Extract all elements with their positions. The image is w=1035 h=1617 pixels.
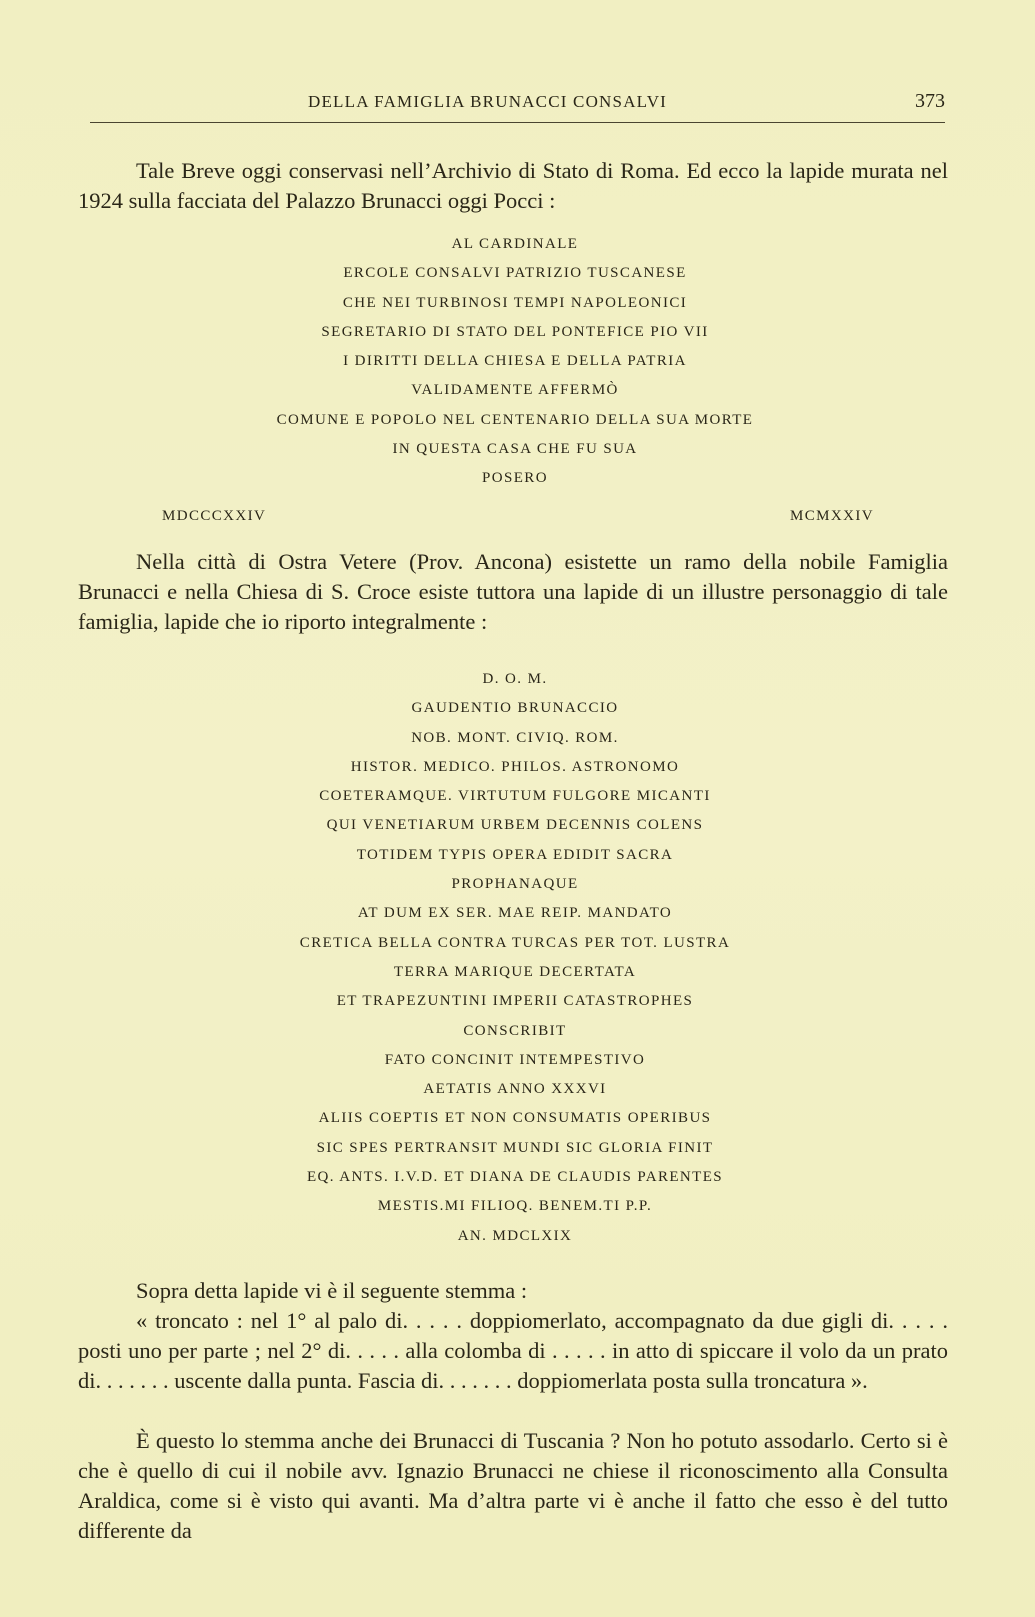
- inscription-line: TOTIDEM TYPIS OPERA EDIDIT SACRA: [356, 846, 674, 863]
- inscription-line: POSERO: [482, 470, 548, 487]
- inscription-line: HISTOR. MEDICO. PHILOS. ASTRONOMO: [350, 758, 680, 775]
- inscription-line: EQ. ANTS. I.V.D. ET DIANA DE CLAUDIS PARENTES: [306, 1169, 724, 1186]
- page-number: 373: [915, 90, 945, 112]
- inscription-line: PROPHANAQUE: [451, 876, 579, 893]
- inscription-line: SIC SPES PERTRANSIT MUNDI SIC GLORIA FINIT: [316, 1139, 714, 1156]
- inscription-consalvi: [150, 230, 880, 494]
- inscription-line: CONSCRIBIT: [463, 1022, 567, 1039]
- inscription-line: COETERAMQUE. VIRTUTUM FULGORE MICANTI: [319, 788, 711, 805]
- inscription-line: AT DUM EX SER. MAE REIP. MANDATO: [357, 905, 673, 922]
- ostra-text: Nella città di Ostra Vetere (Prov. Ancona) esistette un ramo della nobile Famiglia Brunacci e nella Chiesa di S. Croce esiste tuttora una lapide di un illustre personaggio di tale famiglia, lapide che io riporto integralmente :: [78, 549, 948, 634]
- stemma-intro-paragraph: [78, 1276, 948, 1306]
- inscription-line: QUI VENETIARUM URBEM DECENNIS COLENS: [326, 817, 704, 834]
- inscription-line: ALIIS COEPTIS ET NON CONSUMATIS OPERIBUS: [318, 1110, 712, 1127]
- stemma-quote-paragraph: [78, 1306, 948, 1396]
- inscription-line: AN. MDCLXIX: [457, 1227, 573, 1244]
- inscription-line: GAUDENTIO BRUNACCIO: [411, 700, 619, 717]
- ostra-paragraph: [78, 547, 948, 637]
- inscription-line: AL CARDINALE: [451, 236, 579, 252]
- intro-paragraph: [78, 156, 948, 216]
- intro-text: Tale Breve oggi conservasi nell’Archivio di Stato di Roma. Ed ecco la lapide murata nel 1924 sulla facciata del Palazzo Brunacci oggi Pocci :: [78, 158, 948, 213]
- inscription-line: ERCOLE CONSALVI PATRIZIO TUSCANESE: [343, 265, 687, 282]
- date-right: MCMXXIV: [790, 508, 874, 524]
- header-title: DELLA FAMIGLIA BRUNACCI CONSALVI: [307, 92, 668, 111]
- running-header: [90, 88, 945, 123]
- inscription-line: AETATIS ANNO XXXVI: [423, 1081, 607, 1098]
- inscription-line: I DIRITTI DELLA CHIESA E DELLA PATRIA: [343, 353, 687, 370]
- inscription-line: CRETICA BELLA CONTRA TURCAS PER TOT. LUSTRA: [299, 934, 731, 951]
- inscription-line: FATO CONCINIT INTEMPESTIVO: [384, 1051, 646, 1068]
- final-text: È questo lo stemma anche dei Brunacci di Tuscania ? Non ho potuto assodarlo. Certo si è che è quello di cui il nobile avv. Ignazio Brunacci ne chiese il riconoscimento alla Consulta Araldica, come si è visto qui avanti. Ma d’altra parte vi è anche il fatto che esso è del tutto differente da: [78, 1428, 948, 1543]
- stemma-quote-text: « troncato : nel 1° al palo di. . . . . doppiomerlato, accompagnato da due gigli di. . . . . posti uno per parte ; nel 2° di. . . . . alla colomba di . . . . . in atto di spiccare il volo da un prato di. . . . . . . uscente dalla punta. Fascia di. . . . . . . doppiomerlata posta sulla troncatura ».: [78, 1308, 948, 1393]
- stemma-intro-text: Sopra detta lapide vi è il seguente stemma :: [136, 1278, 528, 1303]
- inscription-line: ET TRAPEZUNTINI IMPERII CATASTROPHES: [336, 993, 694, 1010]
- inscription-line: MESTIS.MI FILIOQ. BENEM.TI P.P.: [377, 1198, 653, 1215]
- inscription-line: TERRA MARIQUE DECERTATA: [393, 963, 637, 980]
- final-paragraph: [78, 1426, 948, 1546]
- inscription-line: CHE NEI TURBINOSI TEMPI NAPOLEONICI: [342, 294, 688, 311]
- inscription-line: NOB. MONT. CIVIQ. ROM.: [411, 729, 619, 746]
- inscription-brunaccio: [150, 665, 880, 1251]
- inscription-line: SEGRETARIO DI STATO DEL PONTEFICE PIO VII: [321, 323, 709, 340]
- inscription-line: D. O. M.: [482, 671, 548, 687]
- inscription-line: VALIDAMENTE AFFERMÒ: [411, 382, 619, 399]
- inscription-line: IN QUESTA CASA CHE FU SUA: [392, 441, 638, 458]
- date-left: MDCCCXXIV: [162, 508, 267, 524]
- inscription-line: COMUNE E POPOLO NEL CENTENARIO DELLA SUA MORTE: [276, 411, 754, 428]
